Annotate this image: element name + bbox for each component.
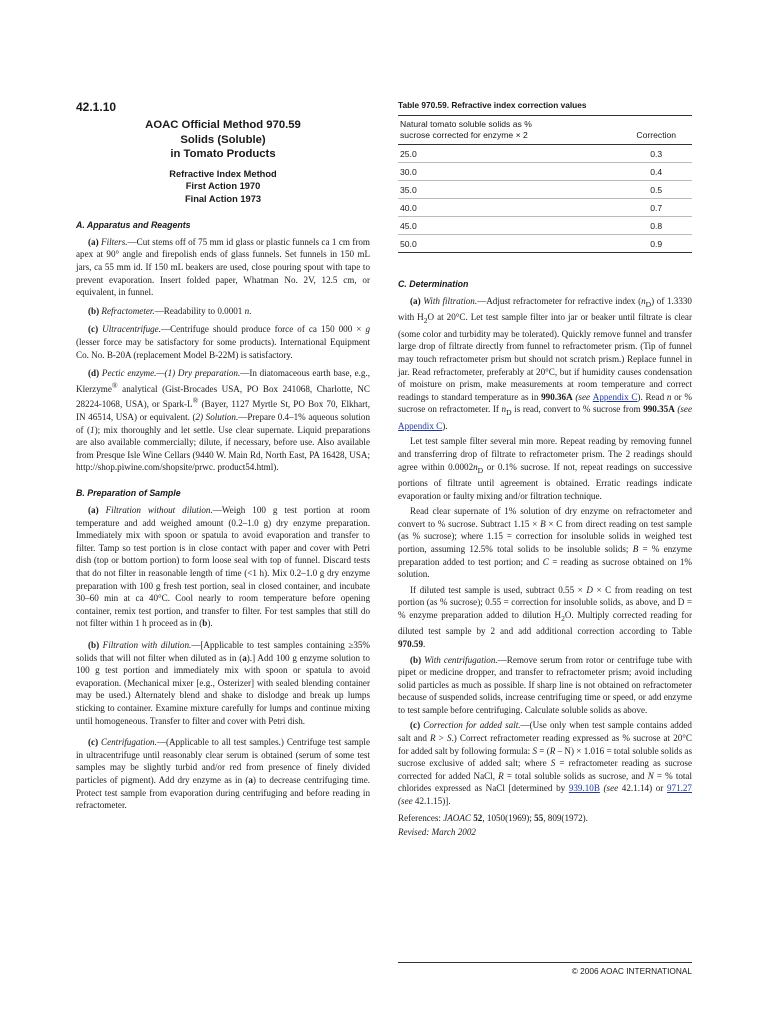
table-caption: Table 970.59. Refractive index correction values [398, 100, 587, 110]
table-row [398, 145, 692, 163]
para-filters: (a) Filters.—Cut stems off of 75 mm id glass or plastic funnels ca 1 cm from apex at 90° angle and firepolish ends of glass funnels. Set funnels in 150 mL jars, ca 55 mm id. If 150 mL beakers are used, close pouring spout with tape to prevent evaporation. Insert folded paper, Whatman No. 2V, 12.5 cm, or equivalent, in funnel. [76, 236, 371, 298]
link-971-27[interactable]: 971.27 [666, 783, 692, 794]
references: References: JAOAC 52, 1050(1969); 55, 809(1972). [398, 812, 588, 823]
link-appendix-c-2[interactable]: Appendix C [398, 420, 443, 431]
heading-determination: C. Determination [398, 279, 469, 289]
correction-table [398, 115, 692, 253]
right-column [398, 100, 692, 837]
link-appendix-c-1[interactable]: Appendix C [592, 391, 638, 402]
para-added-salt: (c) Correction for added salt.—(Use only when test sample contains added salt and R > S.) Correct refractometer reading expressed as % sucrose at 20°C for added salt by following formula: S = (R – N) × 1.016 = total soluble solids as sucrose exclusive of added salt; where S = refractometer reading as sucrose corrected for added NaCl, R = total soluble solids as sucrose, and N = % total chlorides expressed as NaCl [determined by 939.10B (see 42.1.14) or 971.27 (see 42.1.15)]. [398, 720, 692, 807]
correction-cell: 0.7 [620, 199, 692, 217]
para-enzyme-correction: Read clear supernate of 1% solution of dry enzyme on refractometer and convert to % sucrose. Subtract 1.15 × B × C from direct reading on test sample (as % sucrose); where 1.15 = correction for insoluble solids in weighed test portion, assuming 12.5% total solids to be insoluble solids; B = % enzyme preparation added to test portion; and C = reading as sucrose obtained on 1% solution. [398, 506, 693, 580]
solids-cell: 50.0 [398, 235, 620, 253]
para-pectic-enzyme: (d) Pectic enzyme.—(1) Dry preparation.—In diatomaceous earth base, e.g., Klerzyme® analytical (Gist-Brocades USA, PO Box 241068, Charlotte, NC 28224-1068, USA), or Spark-L® (Bayer, 1127 Myrtle St, PO Box 70, Elkhart, IN 46514, USA) or equivalent. (2) Solution.—Prepare 0.4–1% aqueous solution of (1); mix thoroughly and let settle. Use clear supernate. Liquid preparations are also available commercially; dilute, if necessary, before use. Also available from Presque Isle Wine Cellars (9440 W. Main Rd, North East, PA 16428, USA; http://shop.piwine.com/shopsite/prwc. product54.html). [76, 368, 371, 473]
solids-cell: 40.0 [398, 199, 620, 217]
para-refractometer: (b) Refractometer.—Readability to 0.0001 n. [88, 305, 252, 316]
method-subtitle: Refractive Index Method [169, 168, 277, 179]
solids-cell: 30.0 [398, 163, 620, 181]
method-title-line2: Solids (Soluble) [180, 133, 266, 146]
copyright-footer: © 2006 AOAC INTERNATIONAL [398, 962, 692, 976]
link-939-10b[interactable]: 939.10B [568, 783, 600, 794]
para-centrifugation: (c) Centrifugation.—(Applicable to all test samples.) Centrifuge test sample in ultracentrifuge until reasonably clear serum is obtained (serum of some test samples may be slightly turbid and/or red from presence of finely divided particles of pigment). Add dry enzyme as in (a) to decrease centrifuging time. Protect test sample from evaporation during centrifuging and before reading in refractometer. [76, 737, 371, 811]
correction-cell: 0.9 [620, 235, 692, 253]
correction-cell: 0.5 [620, 181, 692, 199]
final-action: Final Action 1973 [184, 194, 262, 205]
para-with-centrifugation: (b) With centrifugation.—Remove serum from rotor or centrifuge tube with pipet or medicine dropper, and transfer to refractometer prism; avoid including solid particles as much as possible. If sharp line is not obtained on refractometer because of suspended solids, increase centrifuging time or speed, or add enzyme to test sample before centrifuging. Calculate soluble solids as above. [398, 654, 693, 715]
table-row [398, 163, 692, 181]
table-row [398, 199, 692, 217]
solids-cell: 25.0 [398, 145, 620, 163]
section-number: 42.1.10 [76, 100, 117, 114]
heading-preparation: B. Preparation of Sample [76, 488, 181, 499]
table-row [398, 181, 692, 199]
para-filtration-without-dilution: (a) Filtration without dilution.—Weigh 100 g test portion at room temperature and add weighed amount (0.2–1.0 g) dry enzyme preparation. Immediately mix with spoon or spatula to avoid evaporation and transfer to filter. Tamp so test portion is in close contact with paper and cover with Petri dish (top or bottom portion) to form loose seal with top of funnel. Discard tests that do not filter in reasonable length of time (<1 h). Mix 0.2–1.0 g dry enzyme preparation with 100 g fresh test portion, seal in closed container, and incubate 30–60 min at ca 40°C. Cool nearly to room temperature before opening container, remix test portion, and transfer to filter. For test samples that still do not filter within 1 h proceed as in (b). [76, 505, 370, 629]
method-title-block [76, 118, 370, 206]
method-title-line3: in Tomato Products [170, 148, 276, 160]
table-body [398, 145, 692, 253]
heading-apparatus: A. Apparatus and Reagents [76, 219, 191, 230]
revised-date: Revised: March 2002 [398, 826, 476, 837]
para-ultracentrifuge: (c) Ultracentrifuge.—Centrifuge should produce force of ca 150 000 × g (lesser force may be satisfactory for some products). International Equipment Co. No. B-20A (replacement Model B-22M) is satisfactory. [76, 324, 370, 360]
solids-cell: 35.0 [398, 181, 620, 199]
table-row [398, 217, 692, 235]
para-repeat-reading: Let test sample filter several min more. Repeat reading by removing funnel and transferring drop of filtrate to refractometer prism. The 2 readings should agree within $0.0002n_D$ or 0.1% sucrose. If not, repeat readings on successive portions of filtrate until agreement is obtained. Erratic readings indicate evaporation or faulty mixing and/or filtration technique. [398, 436, 693, 501]
table-header-solids: Natural tomato soluble solids as % sucrose corrected for enzyme × 2 [398, 116, 620, 145]
para-filtration-with-dilution: (b) Filtration with dilution.—[Applicable to test samples containing ≥35% solids that will not filter when diluted as in (a).] Add 100 g enzyme solution to 100 g test portion and immediately mix with spoon or spatula to avoid evaporation. (Mechanical mixer [e.g., Osterizer] with sealed blending container may be used.) Alternately blend and shake to dislodge and break up lumps sticking to container. Examine mixture carefully for lumps and continue mixing until homogeneous. Transfer to filter and cover with Petri dish. [76, 639, 370, 726]
para-diluted-correction: If diluted test sample is used, subtract 0.55 × D × C from reading on test portion (as % sucrose); 0.55 = correction for insoluble solids, as above, and D = % enzyme preparation added to dilution $H_2O$. Multiply corrected reading for diluted test sample by 2 and add additional correction according to Table 970.59. [398, 584, 692, 649]
table-row [398, 235, 692, 253]
correction-cell: 0.8 [620, 217, 692, 235]
para-with-filtration: (a) With filtration.—Adjust refractometer for refractive index $(n_D)$ of 1.3330 with $H_2O$ at 20°C. Let test sample filter into jar or beaker until filtrate is clear (some color and turbidity may be tolerated). Quickly remove funnel and transfer large drop of filtrate directly from funnel to refractometer prism. (Tip of funnel may touch refractometer prism but should not scratch prism.) Replace funnel in jar. Read refractometer, preferably at 20°C, but if humidity causes condensation of moisture on prism, make measurements at room temperature and correct readings to standard temperature as in 990.36A (see Appendix C). Read n or % sucrose on refractometer. If $n_D$ is read, convert to % sucrose from 990.35A (see Appendix C). [398, 296, 692, 431]
table-header-correction: Correction [620, 116, 692, 145]
first-action: First Action 1970 [185, 181, 261, 192]
method-title-line1: AOAC Official Method 970.59 [145, 119, 301, 131]
correction-cell: 0.3 [620, 145, 692, 163]
solids-cell: 45.0 [398, 217, 620, 235]
left-column [76, 100, 370, 815]
correction-cell: 0.4 [620, 163, 692, 181]
